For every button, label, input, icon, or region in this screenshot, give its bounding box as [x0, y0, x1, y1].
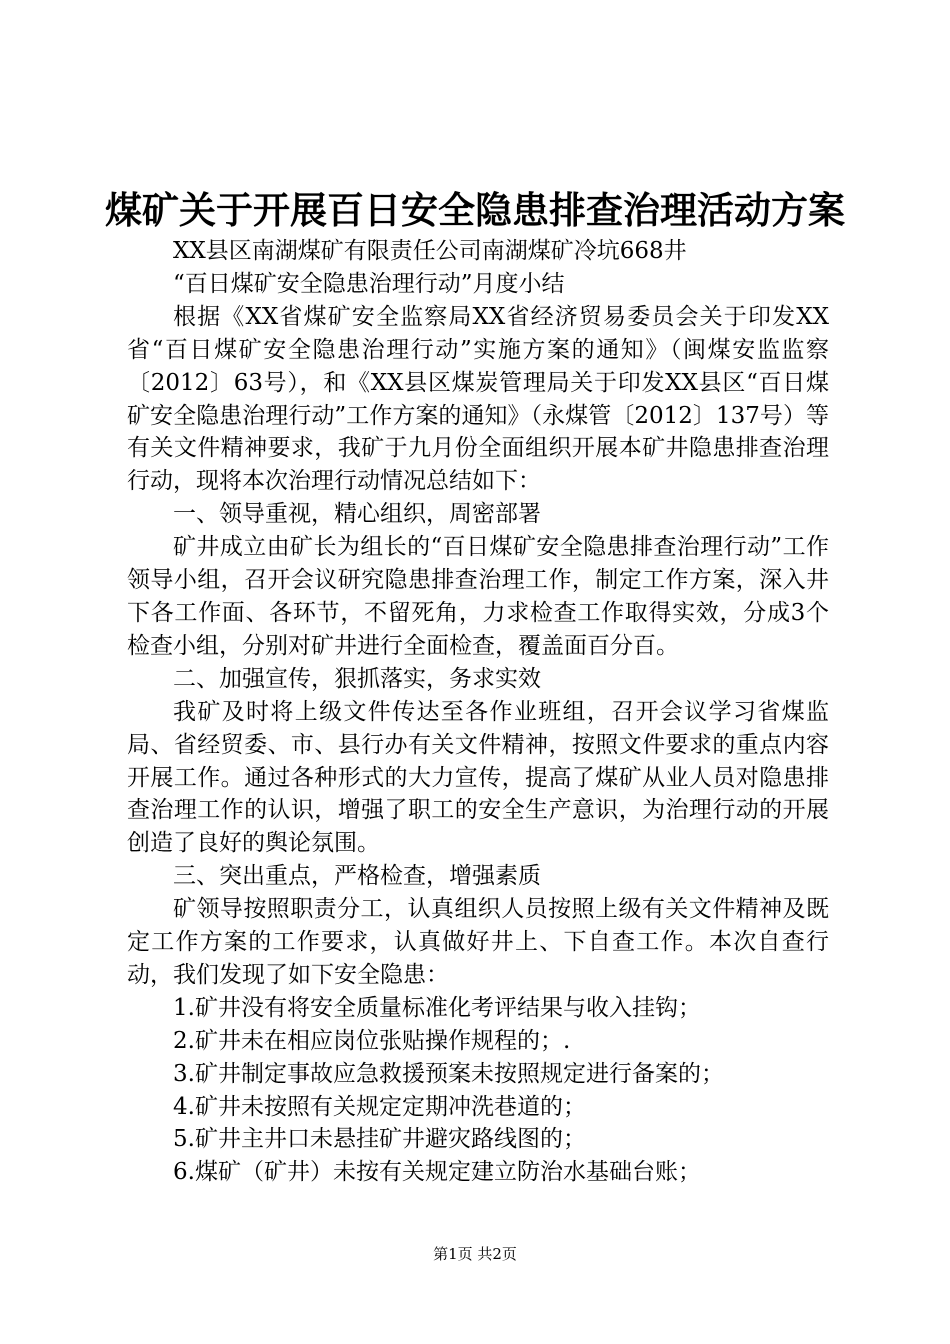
page-footer: 第1页 共2页	[433, 1245, 517, 1263]
section-heading-3: 三、突出重点，严格检查，增强素质	[173, 863, 541, 890]
paragraph-section-3: 矿领导按照职责分工，认真组织人员按照上级有关文件精神及既定工作方案的工作要求，认真做好井上、下自查工作。本次自查行动，我们发现了如下安全隐患：	[127, 896, 829, 988]
section-heading-2: 二、加强宣传，狠抓落实，务求实效	[173, 665, 541, 692]
paragraph-subtitle: “百日煤矿安全隐患治理行动”月度小结	[173, 270, 565, 297]
list-item: 2.矿井未在相应岗位张贴操作规程的；.	[173, 1027, 571, 1054]
list-item: 6.煤矿（矿井）未按有关规定建立防治水基础台账；	[173, 1159, 701, 1186]
list-item: 5.矿井主井口未悬挂矿井避灾路线图的；	[173, 1126, 586, 1153]
paragraph-section-2: 我矿及时将上级文件传达至各作业班组，召开会议学习省煤监局、省经贸委、市、县行办有关文件精神，按照文件要求的重点内容开展工作。通过各种形式的大力宣传，提高了煤矿从业人员对隐患排查治理工作的认识，增强了职工的安全生产意识，为治理行动的开展创造了良好的舆论氛围。	[127, 698, 829, 857]
paragraph-company: XX县区南湖煤矿有限责任公司南湖煤矿冷坑668井	[173, 238, 687, 264]
list-item: 4.矿井未按照有关规定定期冲洗巷道的；	[173, 1093, 586, 1120]
list-item: 1.矿井没有将安全质量标准化考评结果与收入挂钩；	[173, 994, 701, 1021]
section-heading-1: 一、领导重视，精心组织，周密部署	[173, 501, 541, 528]
list-item: 3.矿井制定事故应急救援预案未按照规定进行备案的；	[173, 1060, 724, 1087]
paragraph-intro: 根据《XX省煤矿安全监察局XX省经济贸易委员会关于印发XX省“百日煤矿安全隐患治理行动”实施方案的通知》（闽煤安监监察〔2012〕63号），和《XX县区煤炭管理局关于印发XX县区“百日煤矿安全隐患治理行动”工作方案的通知》（永煤管〔2012〕137号）等有关文件精神要求，我矿于九月份全面组织开展本矿井隐患排查治理行动，现将本次治理行动情况总结如下：	[127, 303, 829, 495]
document-title: 煤矿关于开展百日安全隐患排查治理活动方案	[105, 188, 845, 232]
paragraph-section-1: 矿井成立由矿长为组长的“百日煤矿安全隐患排查治理行动”工作领导小组，召开会议研究隐患排查治理工作，制定工作方案，深入井下各工作面、各环节，不留死角，力求检查工作取得实效，分成3个检查小组，分别对矿井进行全面检查，覆盖面百分百。	[127, 534, 829, 659]
document-body	[127, 235, 829, 1189]
